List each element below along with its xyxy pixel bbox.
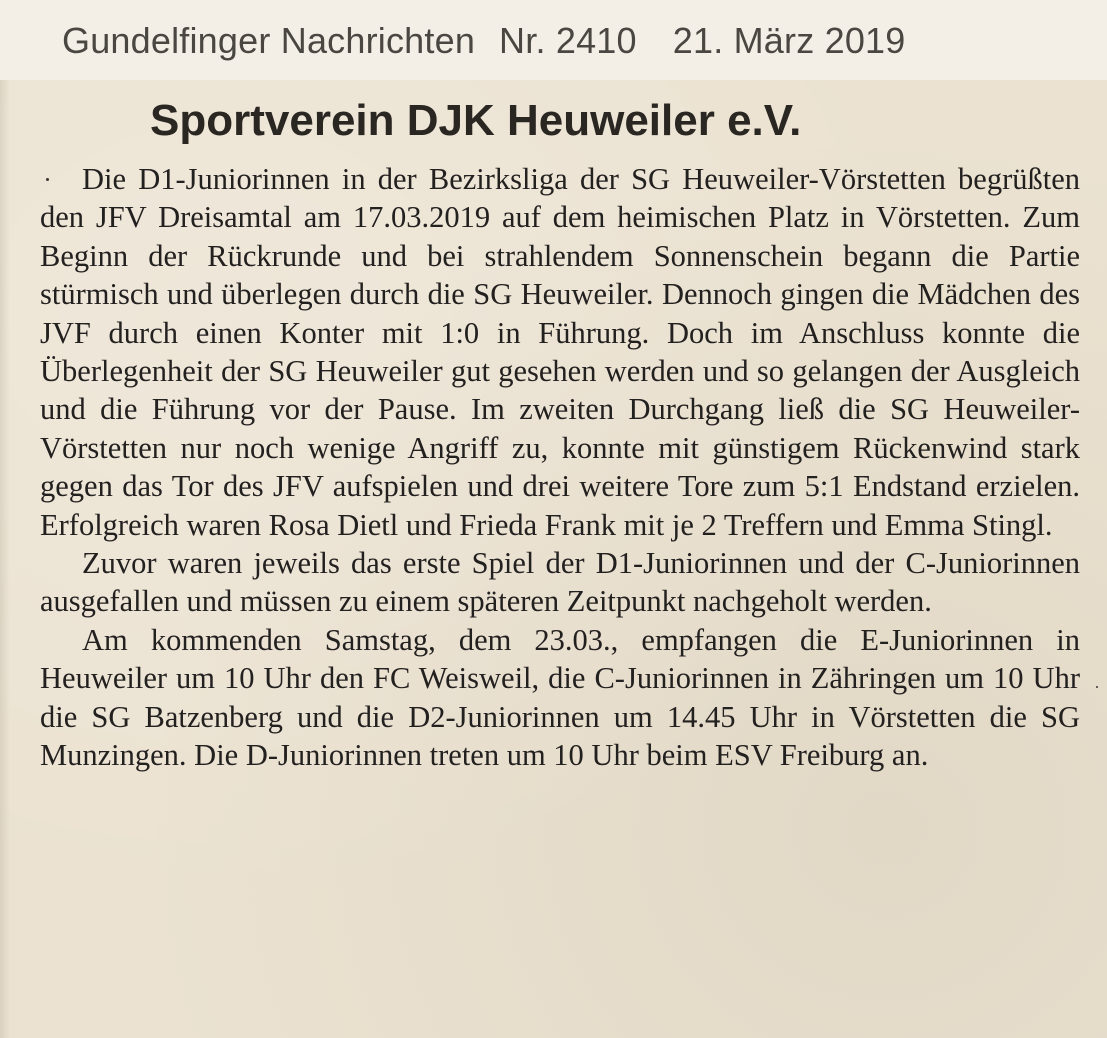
clipping-edge-shadow xyxy=(0,80,10,1038)
article-paragraph-1: Die D1-Juniorinnen in der Bezirksliga der SG Heuweiler-Vörstetten begrüßten den JFV Dreisamtal am 17.03.2019 auf dem heimischen Platz in Vörstetten. Zum Beginn der Rückrunde und bei strahlendem Sonnenschein begann die Partie stürmisch und überlegen durch die SG Heuweiler. Dennoch gingen die Mädchen des JVF durch einen Konter mit 1:0 in Führung. Doch im Anschluss konnte die Überlegenheit der SG Heuweiler gut gesehen werden und so gelangen der Ausgleich und die Führung vor der Pause. Im zweiten Durchgang ließ die SG Heuweiler-Vörstetten nur noch wenige Angriff zu, konnte mit günstigem Rückenwind stark gegen das Tor des JFV aufspielen und drei weitere Tore zum 5:1 Endstand erzielen. Erfolgreich waren Rosa Dietl und Frieda Frank mit je 2 Treffern und Emma Stingl. xyxy=(40,162,1080,542)
article-paragraph-2: Zuvor waren jeweils das erste Spiel der D1-Juniorinnen und der C-Juniorinnen ausgefallen und müssen zu einem späteren Zeitpunkt nachgeholt werden. xyxy=(40,546,1080,619)
article-title: Sportverein DJK Heuweiler e.V. xyxy=(150,96,802,145)
article-paragraph-3: Am kommenden Samstag, dem 23.03., empfangen die E-Juniorinnen in Heuweiler um 10 Uhr den FC Weisweil, die C-Juniorinnen in Zähringen um 10 Uhr die SG Batzenberg und die D2-Juniorinnen um 14.45 Uhr in Vörstetten die SG Munzingen. Die D-Juniorinnen treten um 10 Uhr beim ESV Freiburg an. xyxy=(40,622,1080,773)
print-speck xyxy=(1096,686,1098,688)
publication-name: Gundelfinger Nachrichten xyxy=(62,20,476,61)
article-body xyxy=(40,160,1080,775)
print-speck xyxy=(46,178,49,181)
issue-number: Nr. 2410 xyxy=(499,20,637,61)
issue-date: 21. März 2019 xyxy=(672,20,906,61)
publication-header xyxy=(62,20,905,62)
